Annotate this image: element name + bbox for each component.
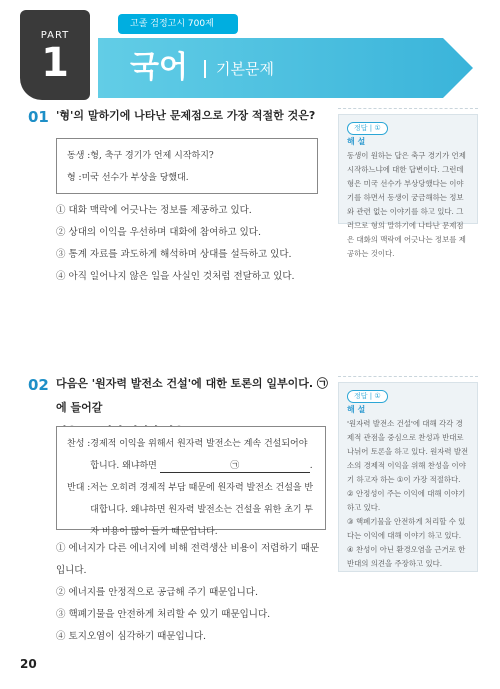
question-2-options — [56, 538, 326, 648]
part-number: 1 — [41, 40, 69, 86]
dialog-speaker: 찬성 : — [67, 439, 91, 449]
dialog-text: 경제적 이익을 위해서 원자력 발전소는 계속 건설되어야 합니다. 왜냐하면 ㉠ . — [90, 439, 313, 471]
part-badge — [20, 10, 90, 100]
option-2[interactable]: ② 에너지를 안정적으로 공급해 주기 때문입니다. — [56, 587, 258, 598]
option-3[interactable]: ③ 핵폐기물을 안전하게 처리할 수 있기 때문입니다. — [56, 609, 271, 620]
question-1-text: '형'의 말하기에 나타난 문제점으로 가장 적절한 것은? — [56, 109, 316, 122]
question-2-explanation — [338, 382, 478, 572]
side-divider — [338, 376, 478, 377]
subject-title: 국어 — [130, 50, 188, 85]
subject-divider — [204, 60, 206, 78]
subject-subtitle: 기본문제 — [216, 60, 274, 78]
dialog-text: 형, 축구 경기가 언제 시작하지? — [90, 151, 214, 161]
question-2-number: 02 — [28, 376, 49, 394]
dialog-text: 저는 오히려 경제적 부담 때문에 원자력 발전소 건설을 반대합니다. 왜냐하면 원자력 발전소는 건설을 위한 초기 투자 비용이 많이 들기 때문입니다. — [90, 483, 314, 537]
option-4[interactable]: ④ 아직 일어나지 않은 일을 사실인 것처럼 전달하고 있다. — [56, 271, 295, 282]
explanation-text: 동생이 원하는 답은 축구 경기가 언제 시작하느냐에 대한 답변이다. 그런데 형은 미국 선수가 부상당했다는 이야기를 하면서 동생이 궁금해하는 정보와 관련 없는 이야기를 하고 있다. 그러므로 형의 말하기에 나타난 문제점은 대화의 맥락에 어긋나는 정보를 제공하는 것이다. — [347, 151, 466, 258]
dialog-speaker: 반대 : — [67, 483, 91, 493]
explanation-item: ③ 핵폐기물을 안전하게 처리할 수 있다는 이익에 대해 이야기 하고 있다. — [347, 517, 466, 540]
question-1-explanation — [338, 114, 478, 258]
explanation-title: 해 설 — [347, 137, 366, 146]
dialog-speaker: 동생 : — [67, 151, 91, 161]
option-2[interactable]: ② 상대의 이익을 우선하며 대화에 참여하고 있다. — [56, 227, 262, 238]
dialog-line — [67, 167, 307, 189]
explanation-item: ④ 찬성이 아닌 환경오염을 근거로 한 반대의 의견을 주장하고 있다. — [347, 545, 466, 568]
question-1-options — [56, 200, 326, 288]
page-number: 20 — [20, 657, 37, 671]
option-4[interactable]: ④ 토지오염이 심각하기 때문입니다. — [56, 631, 207, 642]
option-1[interactable]: ① 에너지가 다른 에너지에 비해 전력생산 비용이 저렴하기 때문입니다. — [56, 543, 320, 576]
explanation-title: 해 설 — [347, 405, 366, 414]
answer-badge: 정답 | ① — [347, 122, 388, 135]
explanation-item: ② 안정성이 주는 이익에 대해 이야기 하고 있다. — [347, 489, 466, 512]
question-2-dialog — [56, 426, 326, 537]
dialog-line — [67, 477, 315, 543]
question-1-number: 01 — [28, 108, 49, 126]
question-1-dialog — [56, 138, 318, 194]
dialog-line — [67, 145, 307, 167]
answer-badge: 정답 | ① — [347, 390, 388, 403]
part-label: PART — [40, 30, 70, 41]
option-3[interactable]: ③ 통계 자료를 과도하게 해석하며 상대를 설득하고 있다. — [56, 249, 292, 260]
option-1[interactable]: ① 대화 맥락에 어긋나는 정보를 제공하고 있다. — [56, 205, 252, 216]
side-divider — [338, 108, 478, 109]
dialog-speaker: 형 : — [67, 173, 82, 183]
question-2-line-1: 다음은 '원자력 발전소 건설'에 대한 토론의 일부이다. ㉠에 들어갈 — [56, 377, 328, 414]
dialog-statement: 경제적 이익을 위해서 원자력 발전소는 계속 건설되어야 합니다. 왜냐하면 — [90, 439, 308, 471]
exam-tab: 고졸 검정고시 700제 — [118, 14, 238, 34]
explanation-text: '원자력 발전소 건설'에 대해 각각 경제적 관점을 중심으로 찬성과 반대로 나뉘어 토론을 하고 있다. 원자력 발전소의 경제적 이익을 위해 찬성을 이야기 하고자 하는 ①이 가장 적절하다. — [347, 419, 469, 484]
dialog-text: 미국 선수가 부상을 당했대. — [81, 173, 189, 183]
dialog-line — [67, 433, 315, 477]
answer-blank: ㉠ — [160, 459, 310, 473]
